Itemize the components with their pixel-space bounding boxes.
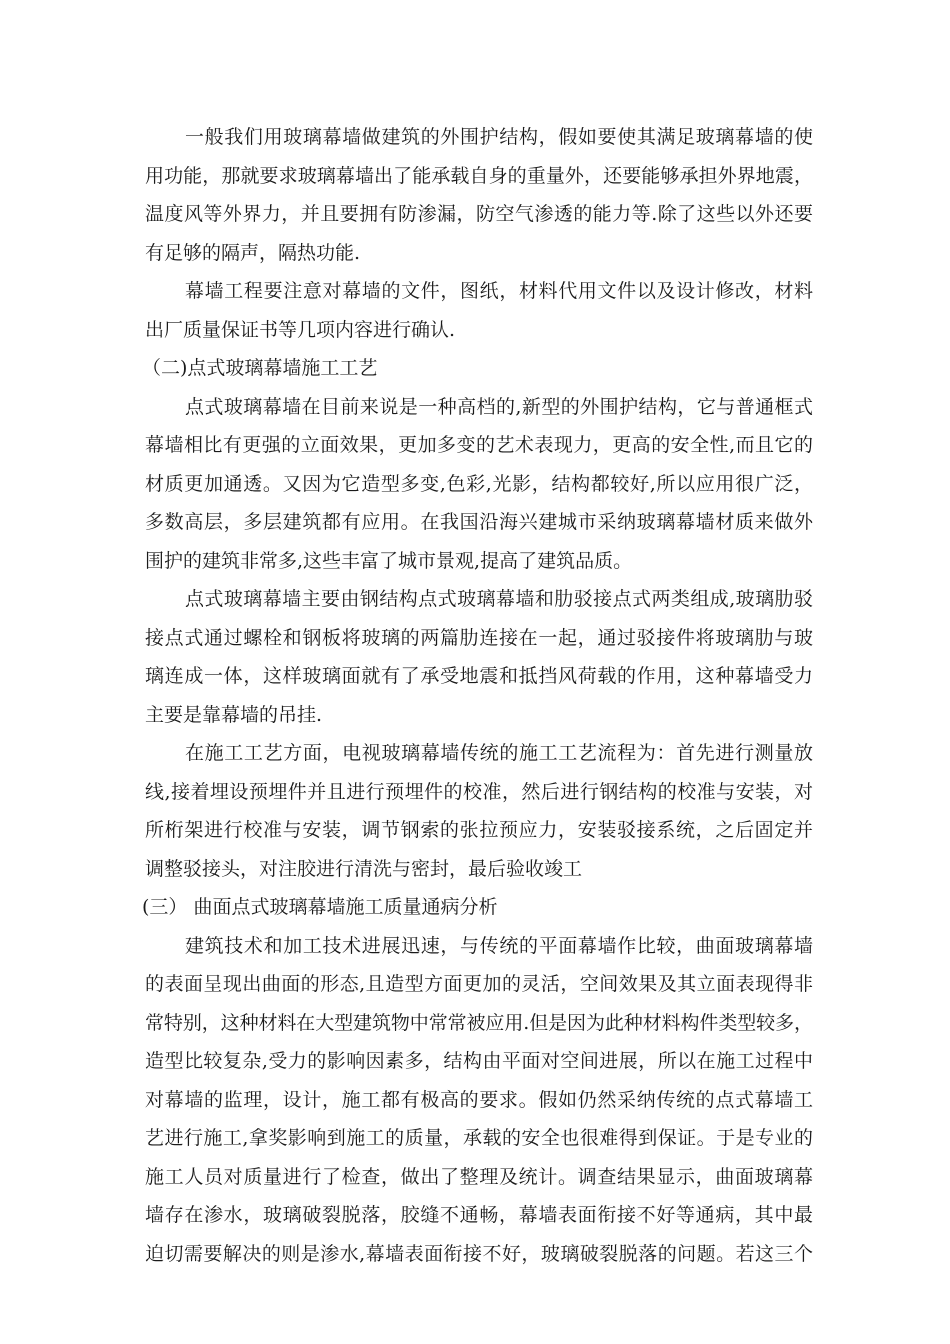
text-line: 璃连成一体，这样玻璃面就有了承受地震和抵挡风荷载的作用，这种幕墙受力: [145, 665, 814, 687]
section-heading: （二)点式玻璃幕墙施工工艺: [142, 357, 378, 379]
text-line: 温度风等外界力，并且要拥有防渗漏，防空气渗透的能力等.除了这些以外还要: [145, 203, 814, 225]
document-body: [142, 118, 814, 1273]
text-line: 对幕墙的监理，设计，施工都有极高的要求。假如仍然采纳传统的点式幕墙工: [145, 1088, 814, 1111]
text-line: 接点式通过螺栓和钢板将玻璃的两篇肋连接在一起，通过驳接件将玻璃肋与玻: [145, 626, 814, 649]
text-line: 材质更加通透。又因为它造型多变,色彩,光影，结构都较好,所以应用很广泛，: [145, 472, 814, 495]
text-line: 造型比较复杂,受力的影响因素多，结构由平面对空间进展，所以在施工过程中: [145, 1050, 814, 1072]
text-line: 线,接着埋设预埋件并且进行预埋件的校准，然后进行钢结构的校准与安装，对: [145, 780, 814, 803]
text-line: 建筑技术和加工技术进展迅速，与传统的平面幕墙作比较，曲面玻璃幕墙: [185, 934, 814, 957]
text-line: 多数高层，多层建筑都有应用。在我国沿海兴建城市采纳玻璃幕墙材质来做外: [145, 511, 814, 533]
text-line: 幕墙相比有更强的立面效果，更加多变的艺术表现力，更高的安全性,而且它的: [145, 434, 814, 456]
text-line: 出厂质量保证书等几项内容进行确认.: [145, 318, 456, 341]
text-line: 幕墙工程要注意对幕墙的文件，图纸，材料代用文件以及设计修改，材料: [185, 280, 814, 302]
text-line: 常特别，这种材料在大型建筑物中常常被应用.但是因为此种材料构件类型较多，: [145, 1011, 813, 1034]
text-line: 艺进行施工,拿奖影响到施工的质量，承载的安全也很难得到保证。于是专业的: [145, 1127, 814, 1149]
text-line: 在施工工艺方面，电视玻璃幕墙传统的施工工艺流程为：首先进行测量放: [185, 742, 814, 764]
text-line: 的表面呈现出曲面的形态,且造型方面更加的灵活，空间效果及其立面表现得非: [145, 973, 814, 995]
text-line: 点式玻璃幕墙在目前来说是一种高档的,新型的外围护结构，它与普通框式: [185, 395, 814, 418]
text-line: 调整驳接头，对注胶进行清洗与密封，最后验收竣工: [145, 857, 583, 880]
text-line: 墙存在渗水，玻璃破裂脱落，胶缝不通畅，幕墙表面衔接不好等通病，其中最: [145, 1204, 814, 1226]
text-line: 一般我们用玻璃幕墙做建筑的外围护结构，假如要使其满足玻璃幕墙的使: [185, 126, 814, 148]
text-line: 所桁架进行校准与安装，调节钢索的张拉预应力，安装驳接系统，之后固定并: [145, 819, 814, 841]
text-line: 围护的建筑非常多,这些丰富了城市景观,提高了建筑品质。: [145, 549, 633, 572]
section-heading: (三） 曲面点式玻璃幕墙施工质量通病分析: [142, 896, 498, 918]
text-line: 点式玻璃幕墙主要由钢结构点式玻璃幕墙和肋驳接点式两类组成,玻璃肋驳: [185, 588, 814, 610]
text-line: 迫切需要解决的则是渗水,幕墙表面衔接不好，玻璃破裂脱落的问题。若这三个: [145, 1242, 814, 1265]
text-line: 施工人员对质量进行了检查，做出了整理及统计。调查结果显示，曲面玻璃幕: [145, 1165, 814, 1188]
text-line: 用功能，那就要求玻璃幕墙出了能承载自身的重量外，还要能够承担外界地震，: [145, 164, 814, 187]
text-line: 有足够的隔声，隔热功能.: [145, 241, 361, 264]
text-line: 主要是靠幕墙的吊挂.: [145, 703, 323, 726]
